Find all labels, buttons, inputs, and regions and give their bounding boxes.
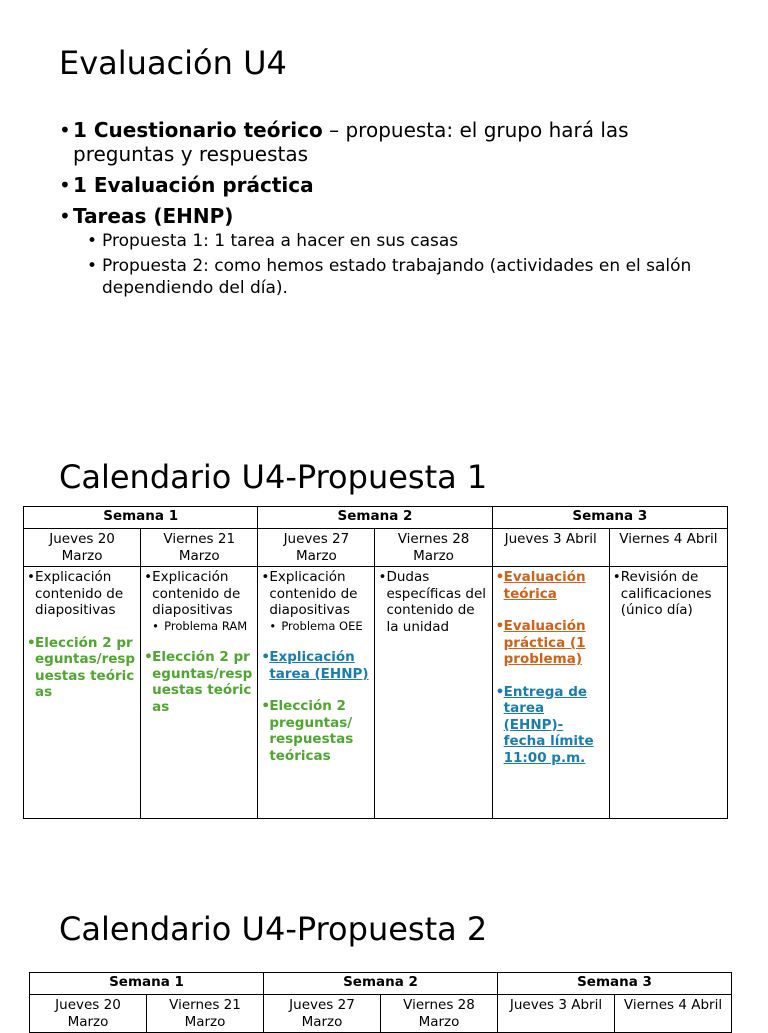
day-header: Jueves 27 Marzo — [264, 995, 381, 1033]
bullet-dot-icon: • — [87, 231, 98, 251]
bullet-dot-icon: • — [612, 569, 621, 585]
subitem-text: Problema RAM — [164, 618, 248, 633]
week-header: Semana 2 — [258, 507, 492, 529]
item-text: Revisión de calificaciones (único día) — [620, 569, 712, 618]
cell-viernes-4 — [609, 567, 727, 819]
bullet-dot-icon: • — [495, 618, 505, 634]
bullet-tareas — [59, 204, 719, 228]
bullet-dot-icon: • — [27, 634, 36, 651]
item-text: Evaluación práctica (1 problema) — [503, 618, 586, 667]
cell-item — [496, 618, 606, 668]
cell-item — [496, 569, 606, 602]
cell-jueves-20 — [24, 567, 141, 819]
day-header: Viernes 4 Abril — [609, 529, 727, 567]
bullet-bold: 1 Cuestionario teórico — [73, 118, 323, 142]
bullet-dot-icon: • — [27, 569, 35, 585]
cell-item — [261, 649, 371, 682]
item-text: Explicación tarea (EHNP) — [269, 649, 369, 682]
slide1-bullet-list — [59, 118, 719, 302]
cell-item — [144, 649, 254, 715]
week-header: Semana 3 — [492, 507, 727, 529]
day-header: Viernes 28 Marzo — [375, 529, 492, 567]
cell-item — [261, 569, 371, 619]
item-text: Evaluación teórica — [503, 569, 586, 602]
slide2-title: Calendario U4-Propuesta 1 — [59, 458, 488, 496]
week-header: Semana 1 — [30, 973, 264, 995]
item-text: Elección 2 preguntas/ respuestas teóricas — [269, 698, 354, 764]
bullet-dot-icon: • — [144, 569, 153, 585]
cell-jueves-27 — [258, 567, 375, 819]
cell-viernes-21 — [141, 567, 258, 819]
day-header: Jueves 3 Abril — [498, 995, 615, 1033]
cell-item — [613, 569, 724, 619]
bullet-text: – propuesta: el grupo hará las preguntas y respuestas — [73, 118, 629, 166]
bullet-dot-icon: • — [87, 256, 98, 276]
week-header: Semana 2 — [264, 973, 498, 995]
day-header: Viernes 28 Marzo — [381, 995, 498, 1033]
subbullet-text: Propuesta 1: 1 tarea a hacer en sus casas — [102, 231, 459, 251]
subbullet-propuesta-2 — [74, 255, 692, 299]
bullet-dot-icon: • — [495, 569, 505, 585]
week-header: Semana 1 — [24, 507, 258, 529]
slide1-title: Evaluación U4 — [59, 44, 287, 82]
bullet-dot-icon: • — [59, 204, 71, 228]
cell-jueves-3 — [492, 567, 609, 819]
bullet-dot-icon: • — [59, 173, 71, 197]
day-header: Viernes 21 Marzo — [141, 529, 258, 567]
day-header: Jueves 3 Abril — [492, 529, 609, 567]
bullet-dot-icon: • — [495, 683, 505, 700]
week-header: Semana 3 — [498, 973, 732, 995]
bullet-dot-icon: • — [378, 569, 387, 585]
calendar-table-propuesta-1 — [23, 506, 728, 819]
item-text: Dudas específicas del contenido de la unidad — [386, 569, 487, 635]
item-text: Elección 2 preguntas/respuestas teóricas — [35, 634, 136, 700]
cell-viernes-28 — [375, 567, 492, 819]
day-header: Viernes 4 Abril — [615, 995, 732, 1033]
bullet-evaluacion-practica — [59, 173, 719, 197]
subbullet-text: Propuesta 2: como hemos estado trabajando (actividades en el salón dependiendo del día). — [102, 256, 692, 298]
cell-subitem — [144, 619, 254, 634]
cell-item — [27, 569, 137, 619]
subbullet-propuesta-1 — [74, 230, 719, 252]
bullet-cuestionario — [59, 118, 719, 166]
bullet-bold: 1 Evaluación práctica — [73, 173, 314, 197]
cell-item — [496, 684, 606, 767]
day-header: Jueves 20 Marzo — [30, 995, 147, 1033]
subitem-text: Problema OEE — [281, 618, 363, 633]
slide3-title: Calendario U4-Propuesta 2 — [59, 910, 488, 948]
item-text: Elección 2 preguntas/respuestas teóricas — [152, 649, 253, 715]
cell-subitem — [261, 619, 371, 634]
bullet-dot-icon: • — [261, 649, 270, 665]
bullet-dot-icon: • — [269, 618, 277, 633]
item-text: Entrega de tarea (EHNP)- fecha límite 11:00 p.m. — [503, 683, 594, 766]
item-text: Explicación contenido de diapositivas — [152, 569, 241, 618]
bullet-dot-icon: • — [59, 118, 71, 142]
bullet-dot-icon: • — [261, 698, 270, 714]
item-text: Explicación contenido de diapositivas — [269, 569, 358, 618]
cell-item — [378, 569, 488, 635]
bullet-dot-icon: • — [261, 569, 270, 585]
cell-item — [261, 698, 371, 764]
day-header: Jueves 20 Marzo — [24, 529, 141, 567]
item-text: Explicación contenido de diapositivas — [35, 569, 124, 618]
bullet-bold: Tareas (EHNP) — [73, 204, 234, 228]
day-header: Viernes 21 Marzo — [147, 995, 264, 1033]
cell-item — [27, 635, 137, 701]
bullet-dot-icon: • — [152, 618, 159, 633]
cell-item — [144, 569, 254, 619]
day-header: Jueves 27 Marzo — [258, 529, 375, 567]
bullet-dot-icon: • — [144, 649, 153, 665]
